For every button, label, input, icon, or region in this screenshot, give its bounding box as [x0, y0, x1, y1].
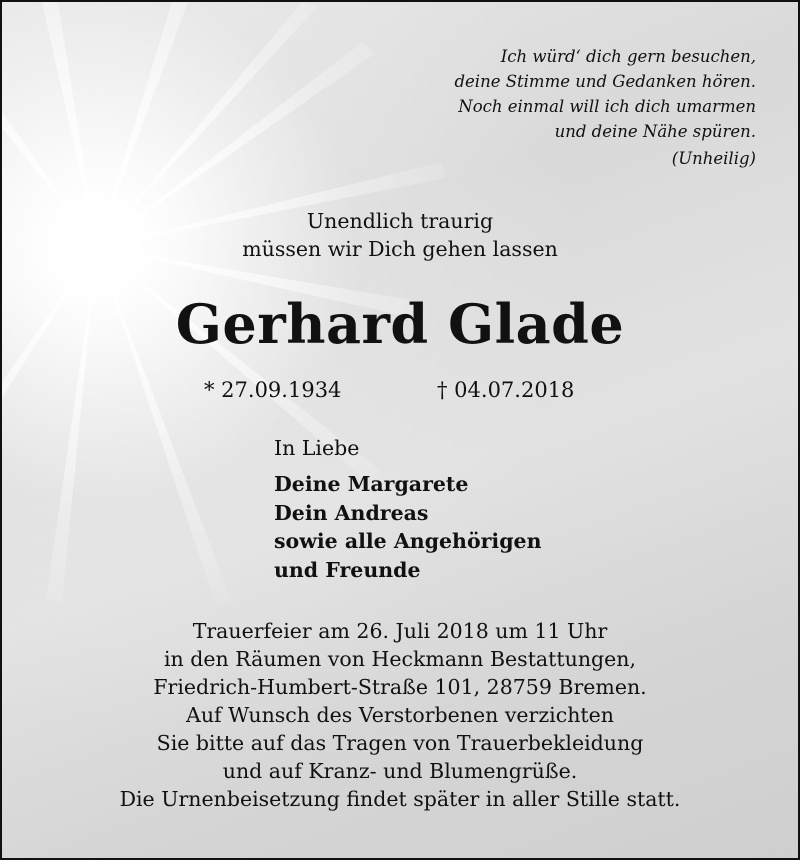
quote-line: Ich würd‘ dich gern besuchen, — [500, 47, 756, 66]
intro-line: Unendlich traurig — [306, 209, 494, 233]
quote-source: (Unheilig) — [671, 149, 756, 168]
quote-line: und deine Nähe spüren. — [554, 122, 756, 141]
info-line: in den Räumen von Heckmann Bestattungen, — [163, 647, 637, 671]
mourner: Dein Andreas — [274, 500, 429, 525]
birth-date: * 27.09.1934 — [204, 378, 342, 402]
intro-text — [2, 207, 798, 263]
mourner: sowie alle Angehörigen — [274, 529, 542, 553]
info-line: Auf Wunsch des Verstorbenen verzichten — [186, 703, 614, 727]
intro-line: müssen wir Dich gehen lassen — [242, 237, 558, 261]
quote-line: Noch einmal will ich dich umarmen — [458, 97, 756, 116]
quote-line: deine Stimme und Gedanken hören. — [454, 72, 756, 91]
mourner: und Freunde — [274, 557, 421, 582]
info-line: Sie bitte auf das Tragen von Trauerbekleidung — [156, 731, 644, 755]
mourners-list — [274, 470, 542, 584]
death-date: † 04.07.2018 — [437, 378, 575, 402]
info-line: Friedrich-Humbert-Straße 101, 28759 Bremen. — [153, 675, 647, 699]
in-love-label: In Liebe — [274, 436, 360, 460]
ceremony-info — [2, 617, 798, 813]
info-line: und auf Kranz- und Blumengrüße. — [222, 759, 578, 783]
quote-block — [454, 44, 756, 171]
info-line: Die Urnenbeisetzung findet später in aller Stille statt. — [119, 787, 681, 811]
mourner: Deine Margarete — [274, 472, 469, 496]
deceased-name: Gerhard Glade — [175, 292, 625, 356]
info-line: Trauerfeier am 26. Juli 2018 um 11 Uhr — [192, 619, 608, 643]
